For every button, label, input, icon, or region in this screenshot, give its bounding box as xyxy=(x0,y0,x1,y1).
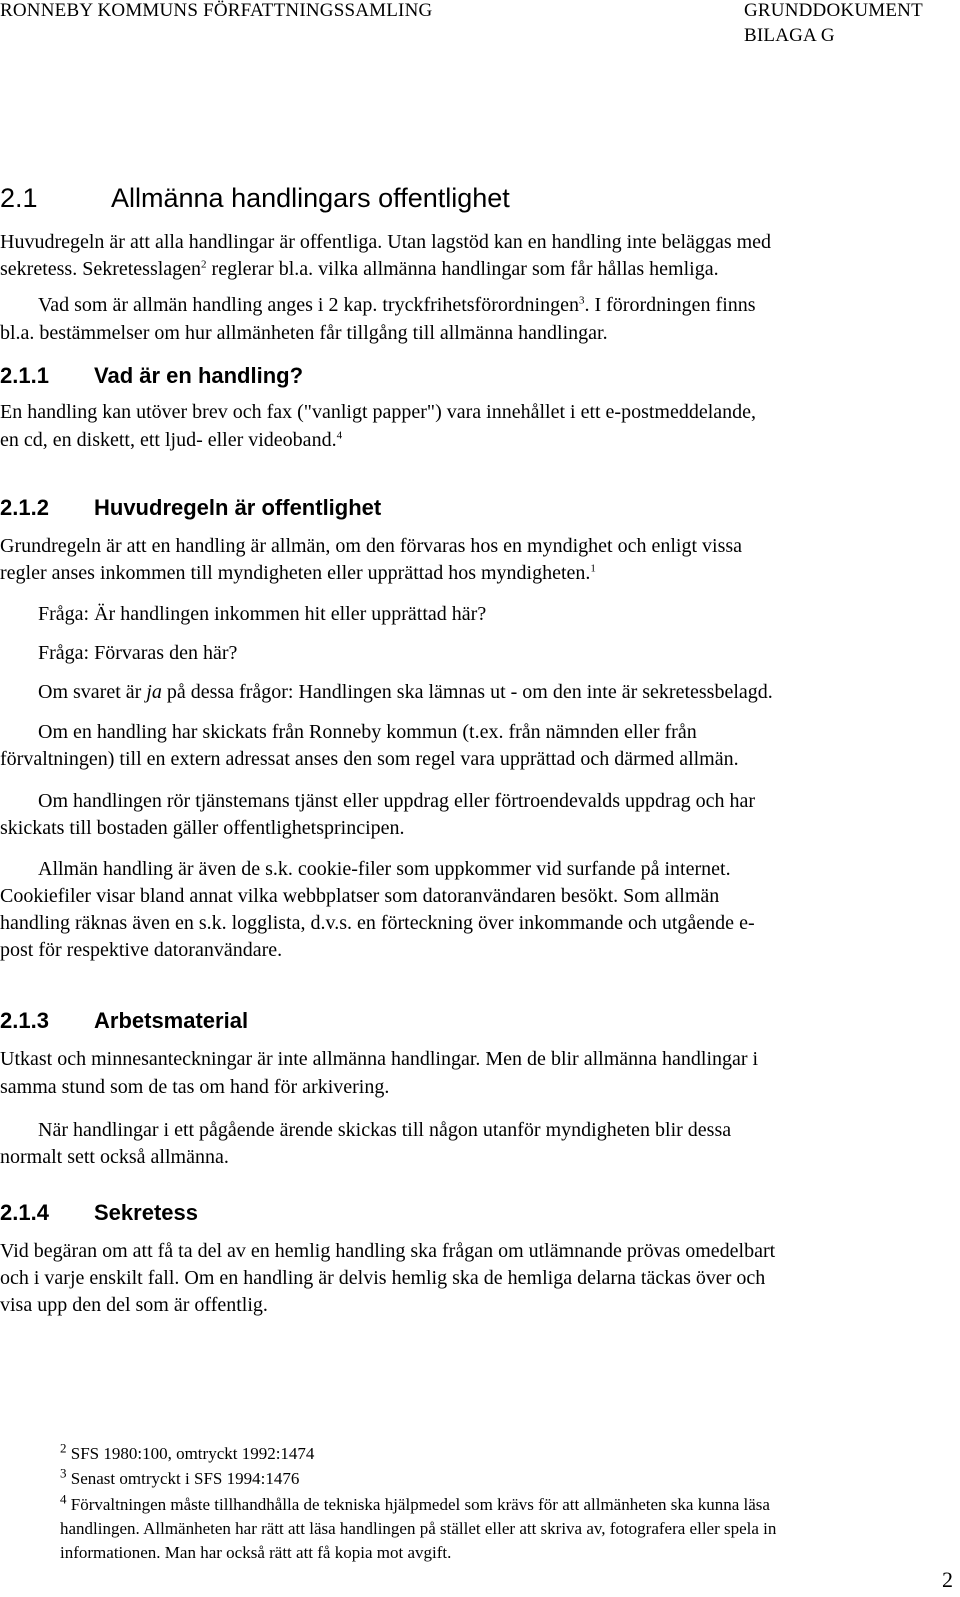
footnote-mark: 2 xyxy=(60,1440,67,1456)
footnote xyxy=(60,1491,770,1515)
subsection-title: Arbetsmaterial xyxy=(94,1008,249,1033)
footnote-mark: 4 xyxy=(60,1491,67,1507)
answer-line xyxy=(38,681,773,704)
paragraph-line: normalt sett också allmänna. xyxy=(0,1146,229,1168)
paragraph-line: Utkast och minnesanteckningar är inte allmänna handlingar. Men de blir allmänna handlingar i xyxy=(0,1048,759,1070)
intro-line xyxy=(0,258,719,281)
paragraph-line xyxy=(0,562,596,585)
paragraph-line: skickats till bostaden gäller offentlighetsprincipen. xyxy=(0,817,405,839)
subsection-title: Huvudregeln är offentlighet xyxy=(94,495,382,520)
subsection-title: Sekretess xyxy=(94,1200,198,1225)
footnote xyxy=(60,1465,300,1489)
subsection-title: Vad är en handling? xyxy=(94,363,304,388)
subsection-number: 2.1.1 xyxy=(0,363,49,388)
paragraph-line: handling räknas även en s.k. logglista, d.v.s. en förteckning över inkommande och utgående e- xyxy=(0,912,755,934)
text-span: Vad som är allmän handling anges i 2 kap. tryckfrihetsförordningen xyxy=(38,294,579,316)
intro-line: bl.a. bestämmelser om hur allmänheten får tillgång till allmänna handlingar. xyxy=(0,322,608,344)
header-right-line1: GRUNDDOKUMENT xyxy=(744,0,923,21)
header-right-line2: BILAGA G xyxy=(744,25,835,46)
footnote-mark: 3 xyxy=(60,1465,67,1481)
paragraph-line: post för respektive datoranvändare. xyxy=(0,939,283,961)
text-span: . I förordningen finns xyxy=(584,294,756,316)
text-span: regler anses inkommen till myndigheten eller upprättad hos myndigheten. xyxy=(0,562,591,584)
paragraph-line: Grundregeln är att en handling är allmän, om den förvaras hos en myndighet och enligt vissa xyxy=(0,535,743,557)
paragraph-line: En handling kan utöver brev och fax ("vanligt papper") vara innehållet i ett e-postmeddelande, xyxy=(0,401,757,423)
paragraph-line xyxy=(0,429,342,452)
text-span: reglerar bl.a. vilka allmänna handlingar som får hållas hemliga. xyxy=(206,258,719,280)
paragraph-line: Vid begäran om att få ta del av en hemlig handling ska frågan om utlämnande prövas omedelbart xyxy=(0,1240,776,1262)
subsection-number: 2.1.4 xyxy=(0,1200,49,1225)
footnote-ref: 2 xyxy=(201,258,207,271)
header-left: RONNEBY KOMMUNS FÖRFATTNINGSSAMLING xyxy=(0,0,433,21)
footnote-ref: 4 xyxy=(336,429,343,442)
intro-line xyxy=(38,294,756,317)
text-span: en cd, en diskett, ett ljud- eller videoband. xyxy=(0,429,337,451)
footnote-continuation: informationen. Man har också rätt att få kopia mot avgift. xyxy=(60,1543,452,1562)
paragraph-line: samma stund som de tas om hand för arkivering. xyxy=(0,1076,390,1098)
section-title: Allmänna handlingars offentlighet xyxy=(111,183,510,213)
paragraph-line: förvaltningen) till en extern adressat anses den som regel vara upprättad och därmed allmän. xyxy=(0,748,739,770)
footnote-text: Senast omtryckt i SFS 1994:1476 xyxy=(70,1469,300,1488)
footnote-ref: 3 xyxy=(578,294,585,307)
footnote-ref: 1 xyxy=(590,562,596,575)
question-line: Fråga: Är handlingen inkommen hit eller upprättad här? xyxy=(38,603,487,625)
footnote-text: Förvaltningen måste tillhandhålla de tekniska hjälpmedel som krävs för att allmänheten ska kunna läsa xyxy=(70,1495,770,1514)
paragraph-line: Allmän handling är även de s.k. cookie-filer som uppkommer vid surfande på internet. xyxy=(38,858,731,880)
question-line: Fråga: Förvaras den här? xyxy=(38,642,238,664)
paragraph-line: Om en handling har skickats från Ronneby kommun (t.ex. från nämnden eller från xyxy=(38,721,697,743)
paragraph-line: och i varje enskilt fall. Om en handling är delvis hemlig ska de hemliga delarna täckas över och xyxy=(0,1267,766,1289)
text-span: på dessa frågor: Handlingen ska lämnas ut - om den inte är sekretessbelagd. xyxy=(161,681,773,703)
text-span: sekretess. Sekretesslagen xyxy=(0,258,202,280)
section-number: 2.1 xyxy=(0,183,38,213)
subsection-number: 2.1.2 xyxy=(0,495,49,520)
emphasis: ja xyxy=(146,681,162,703)
paragraph-line: Cookiefiler visar bland annat vilka webbplatser som datoranvändaren besökt. Som allmän xyxy=(0,885,720,907)
subsection-number: 2.1.3 xyxy=(0,1008,49,1033)
paragraph-line: När handlingar i ett pågående ärende skickas till någon utanför myndigheten blir dessa xyxy=(38,1119,732,1141)
page-number: 2 xyxy=(942,1567,953,1592)
footnote xyxy=(60,1440,315,1464)
footnote-text: SFS 1980:100, omtryckt 1992:1474 xyxy=(70,1444,315,1463)
paragraph-line: Om handlingen rör tjänstemans tjänst eller uppdrag eller förtroendevalds uppdrag och har xyxy=(38,790,755,812)
paragraph-line: visa upp den del som är offentlig. xyxy=(0,1294,268,1316)
text-span: Om svaret är xyxy=(38,681,147,703)
intro-line: Huvudregeln är att alla handlingar är offentliga. Utan lagstöd kan en handling inte beläggas med xyxy=(0,231,772,253)
footnote-continuation: handlingen. Allmänheten har rätt att läsa handlingen på stället eller att skriva av, fotografera eller spela in xyxy=(60,1519,777,1538)
